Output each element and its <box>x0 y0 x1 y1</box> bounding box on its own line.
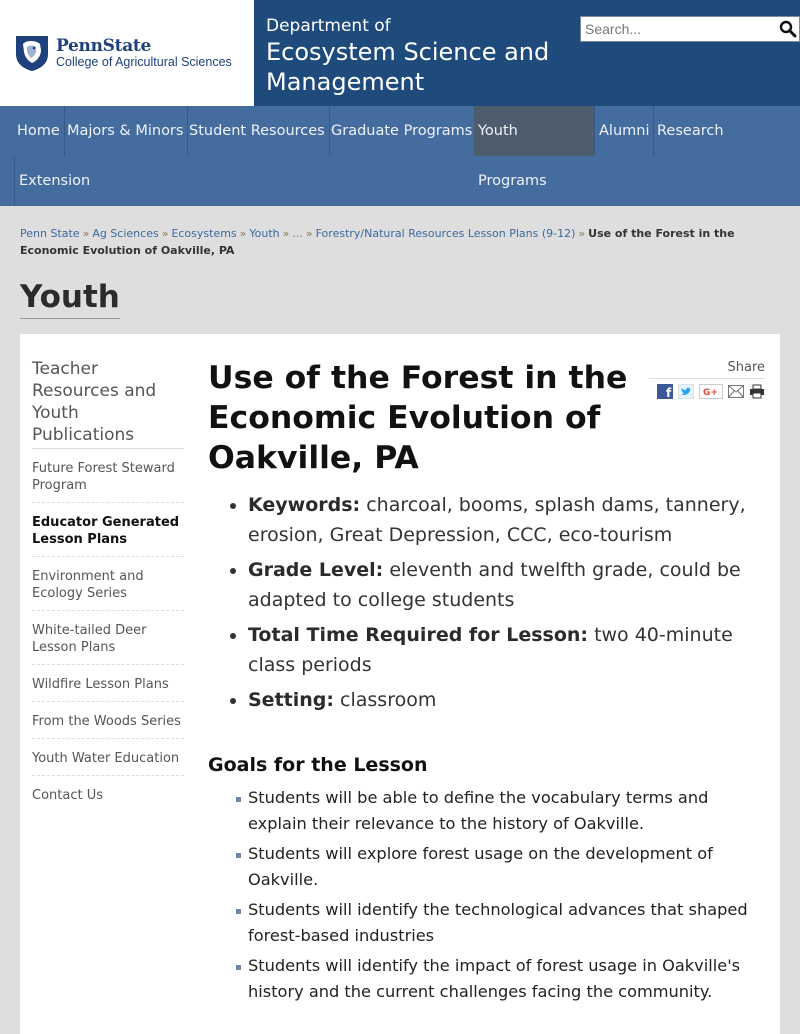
info-label: Setting: <box>248 689 334 711</box>
breadcrumb-ellipsis: ... <box>292 227 303 240</box>
lesson-info-list <box>208 490 768 715</box>
side-nav-item-deer-lesson-plans[interactable]: White-tailed Deer Lesson Plans <box>32 611 184 665</box>
breadcrumb-ag-sciences[interactable]: Ag Sciences <box>92 227 159 240</box>
nav-item-research[interactable]: Research <box>657 123 724 139</box>
info-setting <box>248 685 768 715</box>
breadcrumb <box>20 225 780 259</box>
breadcrumb-separator: » <box>578 227 586 240</box>
info-value: eleventh and twelfth grade, could be adapted to college students <box>248 559 741 611</box>
goals-heading: Goals for the Lesson <box>208 754 428 776</box>
side-nav-item-educator-lesson-plans[interactable]: Educator Generated Lesson Plans <box>32 503 184 557</box>
breadcrumb-separator: » <box>161 227 169 240</box>
nav-item-student-resources[interactable]: Student Resources <box>185 106 330 156</box>
breadcrumb-separator: » <box>305 227 313 240</box>
info-keywords <box>248 490 768 550</box>
goal-item: Students will explore forest usage on the development of Oakville. <box>248 841 768 893</box>
facebook-icon[interactable] <box>657 384 673 399</box>
share-label: Share <box>649 360 765 379</box>
penn-state-logo[interactable] <box>0 0 254 106</box>
search-input[interactable] <box>581 18 777 40</box>
site-header <box>0 0 800 106</box>
nav-item-alumni[interactable]: Alumni <box>595 106 654 156</box>
info-total-time <box>248 620 768 680</box>
info-value: two 40-minute class periods <box>248 624 733 676</box>
goals-list <box>208 785 768 1005</box>
breadcrumb-youth[interactable]: Youth <box>249 227 280 240</box>
svg-text:G+: G+ <box>703 388 718 398</box>
breadcrumb-penn-state[interactable]: Penn State <box>20 227 80 240</box>
section-title[interactable]: Youth <box>20 278 120 319</box>
nittany-lion-shield-icon <box>14 34 50 72</box>
logo-subtitle: College of Agricultural Sciences <box>56 54 232 69</box>
info-value: charcoal, booms, splash dams, tannery, erosion, Great Depression, CCC, eco-tourism <box>248 494 746 546</box>
side-nav-item-future-forest-steward[interactable]: Future Forest Steward Program <box>32 449 184 503</box>
department-name[interactable]: Ecosystem Science and Management <box>266 38 550 96</box>
page-title: Use of the Forest in the Economic Evolution of Oakville, PA <box>208 360 628 476</box>
nav-item-youth-programs[interactable]: Youth Programs <box>474 106 595 156</box>
breadcrumb-separator: » <box>82 227 90 240</box>
side-nav-item-environment-ecology[interactable]: Environment and Ecology Series <box>32 557 184 611</box>
info-value: classroom <box>340 689 437 711</box>
info-label: Total Time Required for Lesson: <box>248 624 589 646</box>
info-label: Keywords: <box>248 494 361 516</box>
side-nav-title[interactable]: Teacher Resources and Youth Publications <box>32 358 184 449</box>
search-box <box>580 16 800 42</box>
department-prefix: Department of <box>266 16 391 36</box>
search-icon[interactable] <box>777 18 799 40</box>
share-widget <box>649 360 765 399</box>
breadcrumb-ecosystems[interactable]: Ecosystems <box>171 227 237 240</box>
nav-item-extension[interactable]: Extension <box>14 156 94 206</box>
goal-item: Students will identify the technological advances that shaped forest-based industries <box>248 897 768 949</box>
breadcrumb-separator: » <box>282 227 290 240</box>
main-content <box>208 358 768 1009</box>
breadcrumb-current: Use of the Forest in the Economic Evolution of Oakville, PA <box>20 227 735 257</box>
main-nav <box>0 106 800 206</box>
breadcrumb-lesson-plans[interactable]: Forestry/Natural Resources Lesson Plans (9-12) <box>315 227 576 240</box>
nav-item-home[interactable]: Home <box>13 106 65 156</box>
logo-title: PennState <box>56 35 151 56</box>
side-nav-item-youth-water[interactable]: Youth Water Education <box>32 739 184 776</box>
info-label: Grade Level: <box>248 559 384 581</box>
side-nav-item-wildfire-lesson-plans[interactable]: Wildfire Lesson Plans <box>32 665 184 702</box>
info-grade-level <box>248 555 768 615</box>
email-icon[interactable] <box>728 384 744 399</box>
department-banner <box>254 0 800 106</box>
side-nav-item-from-the-woods[interactable]: From the Woods Series <box>32 702 184 739</box>
content-box <box>20 334 780 1034</box>
google-plus-icon[interactable] <box>699 384 723 399</box>
side-nav <box>32 358 184 812</box>
twitter-icon[interactable] <box>678 384 694 399</box>
goal-item: Students will be able to define the vocabulary terms and explain their relevance to the history of Oakville. <box>248 785 768 837</box>
goal-item: Students will identify the impact of forest usage in Oakville's history and the current challenges facing the community. <box>248 953 768 1005</box>
print-icon[interactable] <box>749 384 765 399</box>
nav-item-majors-minors[interactable]: Majors & Minors <box>63 106 188 156</box>
breadcrumb-separator: » <box>239 227 247 240</box>
svg-text:f: f <box>666 386 672 399</box>
side-nav-item-contact-us[interactable]: Contact Us <box>32 788 103 803</box>
nav-item-graduate-programs[interactable]: Graduate Programs <box>327 106 477 156</box>
